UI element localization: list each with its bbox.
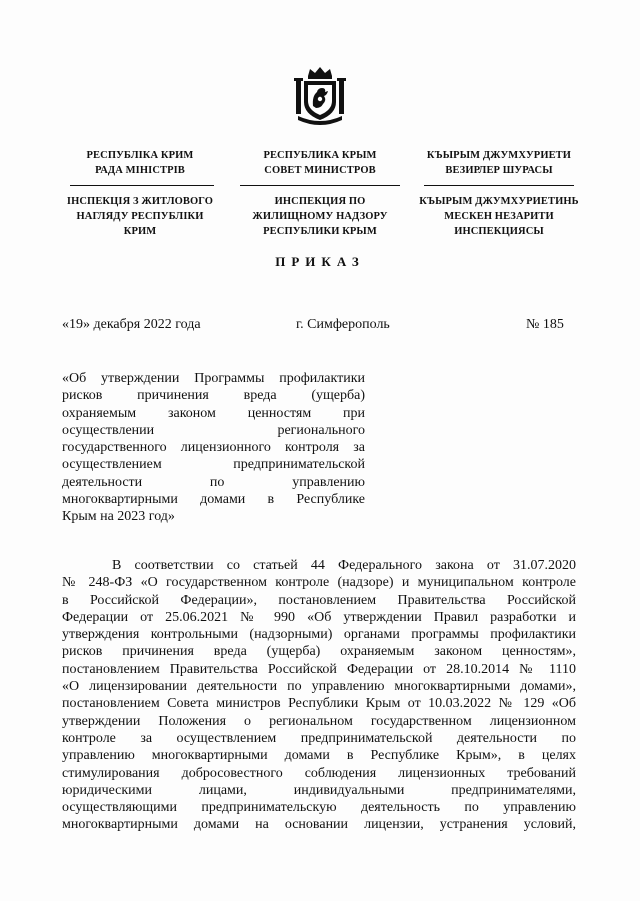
- body-line: № 248-ФЗ «О государственном контроле (надзоре) и муниципальном контроле: [62, 575, 576, 591]
- subject-line: охраняемым законом ценностям при: [62, 405, 365, 421]
- header-center-org-line-1: РЕСПУБЛИКА КРЫМ: [263, 150, 377, 161]
- crimea-coat-of-arms-icon: [294, 66, 346, 126]
- body-line: утверждении Положения о региональном государственном лицензионном: [62, 713, 576, 729]
- header-left-dept-line-1: ІНСПЕКЦІЯ З ЖИТЛОВОГО: [66, 196, 214, 207]
- header-right-org-line-2: ВЕЗИРЛЕР ШУРАСЫ: [445, 165, 553, 176]
- body-line: Федерации от 25.06.2021 № 990 «Об утверждении Правил разработки и: [62, 609, 576, 625]
- body-line: стимулирования добросовестного соблюдения лицензионных требований: [62, 765, 576, 781]
- subject-line: «Об утверждении Программы профилактики: [62, 371, 365, 386]
- document-date: «19» декабря 2022 года: [62, 317, 201, 332]
- header-left-org-line-2: РАДА МІНІСТРІВ: [95, 165, 185, 176]
- subject-line: осуществлении регионального: [62, 422, 365, 438]
- header-center-dept-line-3: РЕСПУБЛИКИ КРЫМ: [263, 226, 377, 237]
- header-center-divider: [240, 185, 400, 186]
- header-center-org-line-2: СОВЕТ МИНИСТРОВ: [264, 165, 376, 176]
- body-line: юридическими лицами, индивидуальными предпринимателями,: [62, 782, 576, 798]
- document-type-title: ПРИКАЗ: [275, 254, 365, 269]
- header-left-dept-line-3: КРИМ: [123, 226, 157, 237]
- document-subject: [62, 370, 365, 526]
- body-line: осуществляющими предпринимательскую деятельность по управлению: [62, 800, 576, 816]
- body-line: контроле за осуществлением предпринимательской деятельности по: [62, 730, 576, 746]
- body-line: постановлением Правительства Российской Федерации от 28.10.2014 № 1110: [62, 661, 576, 677]
- subject-line: осуществлением предпринимательской: [62, 457, 365, 473]
- body-line: «О лицензировании деятельности по управлению многоквартирными домами»,: [62, 679, 576, 695]
- body-line: В соответствии со статьей 44 Федерального закона от 31.07.2020: [112, 558, 576, 573]
- header-right-dept-line-1: КЪЫРЫМ ДЖУМХУРИЕТИНЬ: [419, 196, 579, 207]
- header-left-org-line-1: РЕСПУБЛІКА КРИМ: [86, 150, 194, 161]
- header-center-dept-line-1: ИНСПЕКЦИЯ ПО: [274, 196, 366, 207]
- header-center-dept-line-2: ЖИЛИЩНОМУ НАДЗОРУ: [252, 211, 388, 222]
- header-right-org: [418, 148, 580, 178]
- header-right-org-line-1: КЪЫРЫМ ДЖУМХУРИЕТИ: [426, 150, 572, 161]
- body-line: многоквартирными домами на основании лицензии, устранения условий,: [62, 817, 576, 833]
- header-left-dept: [62, 194, 218, 239]
- header-right-dept: [414, 194, 584, 239]
- header-left-dept-line-2: НАГЛЯДУ РЕСПУБЛІКИ: [76, 211, 204, 222]
- header-left-divider: [70, 185, 214, 186]
- body-line: в Российской Федерации», постановлением Правительства Российской: [62, 592, 576, 608]
- subject-line: рисков причинения вреда (ущерба): [62, 388, 365, 404]
- header-left-org: [62, 148, 218, 178]
- body-line: постановлением Совета министров Республики Крым от 10.03.2022 № 129 «Об: [62, 696, 576, 712]
- header-center-dept: [242, 194, 398, 239]
- header-right-dept-line-2: МЕСКЕН НЕЗАРИТИ: [444, 211, 554, 222]
- subject-line: Крым на 2023 год»: [62, 509, 175, 525]
- subject-line: деятельности по управлению: [62, 474, 365, 490]
- subject-line: государственного лицензионного контроля за: [62, 440, 365, 456]
- header-right-divider: [424, 185, 574, 186]
- document-number: № 185: [526, 317, 564, 332]
- body-line: управлению многоквартирными домами в Республике Крым», в целях: [62, 748, 576, 764]
- subject-line: многоквартирными домами в Республике: [62, 492, 365, 508]
- document-city: г. Симферополь: [296, 317, 390, 332]
- header-right-dept-line-3: ИНСПЕКЦИЯСЫ: [454, 226, 544, 237]
- body-line: рисков причинения вреда (ущерба) охраняемым законом ценностям»,: [62, 644, 576, 660]
- header-center-org: [242, 148, 398, 178]
- body-line: утверждения контрольными (надзорными) органами программы профилактики: [62, 627, 576, 643]
- document-body: [62, 557, 576, 834]
